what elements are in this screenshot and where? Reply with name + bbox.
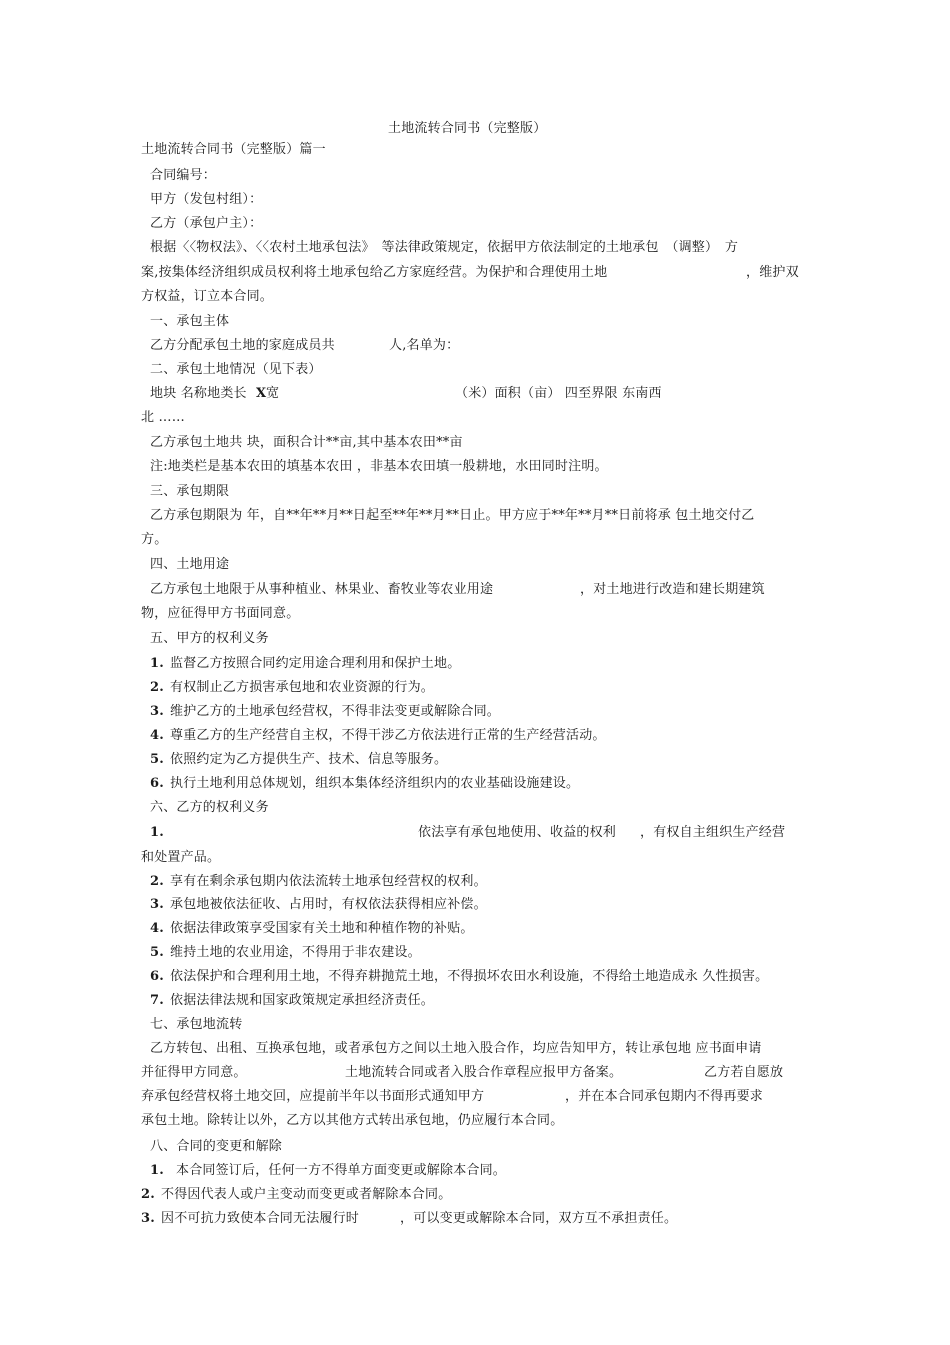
list-item: 因不可抗力致使本合同无法履行时 [161, 1211, 360, 1226]
list-number: 4. [150, 921, 164, 936]
paragraph-line: 人,名单为： [389, 338, 460, 353]
list-item: ，有权自主组织生产经营 [640, 825, 786, 840]
paragraph-line: 乙方承包土地限于从事种植业、林果业、畜牧业等农业用途 [150, 582, 494, 597]
table-header-line: 北 …… [141, 410, 185, 425]
list-number: 3. [150, 704, 164, 719]
list-number: 2. [141, 1187, 155, 1202]
list-number: 1. [150, 1163, 164, 1178]
note-line: 注:地类栏是基本农田的填基本农田 ，非基本农田填一般耕地，水田同时注明。 [150, 459, 608, 474]
list-number: 3. [141, 1211, 155, 1226]
list-item: ，可以变更或解除本合同，双方互不承担责任。 [400, 1211, 678, 1226]
list-number: 6. [150, 776, 164, 791]
paragraph-line: ，对土地进行改造和建长期建筑 [580, 582, 765, 597]
paragraph-line: 弃承包经营权将土地交回，应提前半年以书面形式通知甲方 [141, 1089, 485, 1104]
list-item: 有权制止乙方损害承包地和农业资源的行为。 [170, 680, 435, 695]
paragraph-line: 乙方若自愿放 [704, 1065, 784, 1080]
paragraph-line: 根据〈〈物权法》、〈〈农村土地承包法》 等法律政策规定，依据甲方依法制定的土地承包 （调整） 方 [150, 240, 739, 255]
list-number: 5. [150, 752, 164, 767]
list-item: 和处置产品。 [141, 850, 221, 865]
list-number: 1. [150, 656, 164, 671]
paragraph-line: 方权益，订立本合同。 [141, 289, 274, 304]
list-item: 维护乙方的土地承包经营权，不得非法变更或解除合同。 [170, 704, 501, 719]
list-item: 执行土地利用总体规划，组织本集体经济组织内的农业基础设施建设。 [170, 776, 580, 791]
list-item: 本合同签订后，任何一方不得单方面变更或解除本合同。 [176, 1163, 507, 1178]
subtitle: 土地流转合同书（完整版）篇一 [141, 142, 326, 157]
paragraph-line: 乙方承包期限为 年，自**年**月**日起至**年**月**日止。甲方应于**年**月**日前将承 包土地交付乙 [150, 508, 755, 523]
list-item: 依法保护和合理利用土地，不得弃耕抛荒土地，不得损坏农田水利设施，不得给土地造成永 久性损害。 [170, 969, 769, 984]
section-heading: 七、承包地流转 [150, 1017, 243, 1032]
list-item: 依据法律政策享受国家有关土地和种植作物的补贴。 [170, 921, 474, 936]
list-number: 1. [150, 825, 164, 840]
table-header-line: （米）面积（亩） 四至界限 东南西 [455, 386, 662, 401]
section-heading: 四、土地用途 [150, 557, 230, 572]
section-heading: 五、甲方的权利义务 [150, 631, 269, 646]
list-item: 尊重乙方的生产经营自主权，不得干涉乙方依法进行正常的生产经营活动。 [170, 728, 606, 743]
paragraph-line: 乙方承包土地共 块，面积合计**亩,其中基本农田**亩 [150, 435, 463, 450]
paragraph-line: 乙方分配承包土地的家庭成员共 [150, 338, 335, 353]
list-item: 依据法律法规和国家政策规定承担经济责任。 [170, 993, 435, 1008]
section-heading: 三、承包期限 [150, 484, 230, 499]
list-item: 享有在剩余承包期内依法流转土地承包经营权的权利。 [170, 874, 487, 889]
document-title: 土地流转合同书（完整版） [388, 121, 547, 136]
list-number: 5. [150, 945, 164, 960]
section-heading: 六、乙方的权利义务 [150, 800, 269, 815]
table-header-line: X [256, 386, 267, 401]
paragraph-line: 并征得甲方同意。 [141, 1065, 247, 1080]
party-b-label: 乙方（承包户主）： [150, 216, 263, 231]
table-header-line: 宽 [266, 386, 280, 401]
list-number: 2. [150, 874, 164, 889]
list-item: 监督乙方按照合同约定用途合理利用和保护土地。 [170, 656, 461, 671]
list-item: 依法享有承包地使用、收益的权利 [418, 825, 617, 840]
list-number: 7. [150, 993, 164, 1008]
list-item: 维持土地的农业用途，不得用于非农建设。 [170, 945, 421, 960]
section-heading: 一、承包主体 [150, 314, 230, 329]
party-a-label: 甲方（发包村组）： [150, 192, 263, 207]
paragraph-line: 土地流转合同或者入股合作章程应报甲方备案。 [345, 1065, 623, 1080]
list-number: 4. [150, 728, 164, 743]
list-item: 不得因代表人或户主变动而变更或者解除本合同。 [161, 1187, 452, 1202]
list-number: 3. [150, 897, 164, 912]
paragraph-line: 乙方转包、出租、互换承包地，或者承包方之间以土地入股合作，均应告知甲方，转让承包地 应书面申请 [150, 1041, 762, 1056]
paragraph-line: ，维护双 [746, 265, 799, 280]
paragraph-line: 案,按集体经济组织成员权利将土地承包给乙方家庭经营。为保护和合理使用土地 [141, 265, 608, 280]
section-heading: 二、承包土地情况（见下表） [150, 362, 322, 377]
list-number: 6. [150, 969, 164, 984]
section-heading: 八、合同的变更和解除 [150, 1139, 283, 1154]
list-number: 2. [150, 680, 164, 695]
list-item: 承包地被依法征收、占用时，有权依法获得相应补偿。 [170, 897, 487, 912]
paragraph-line: 方。 [141, 532, 168, 547]
paragraph-line: ，并在本合同承包期内不得再要求 [565, 1089, 764, 1104]
table-header-line: 地块 名称地类长 [150, 386, 247, 401]
paragraph-line: 物，应征得甲方书面同意。 [141, 606, 300, 621]
paragraph-line: 承包土地。除转让以外，乙方以其他方式转出承包地，仍应履行本合同。 [141, 1113, 564, 1128]
list-item: 依照约定为乙方提供生产、技术、信息等服务。 [170, 752, 448, 767]
contract-number-label: 合同编号： [150, 168, 217, 183]
